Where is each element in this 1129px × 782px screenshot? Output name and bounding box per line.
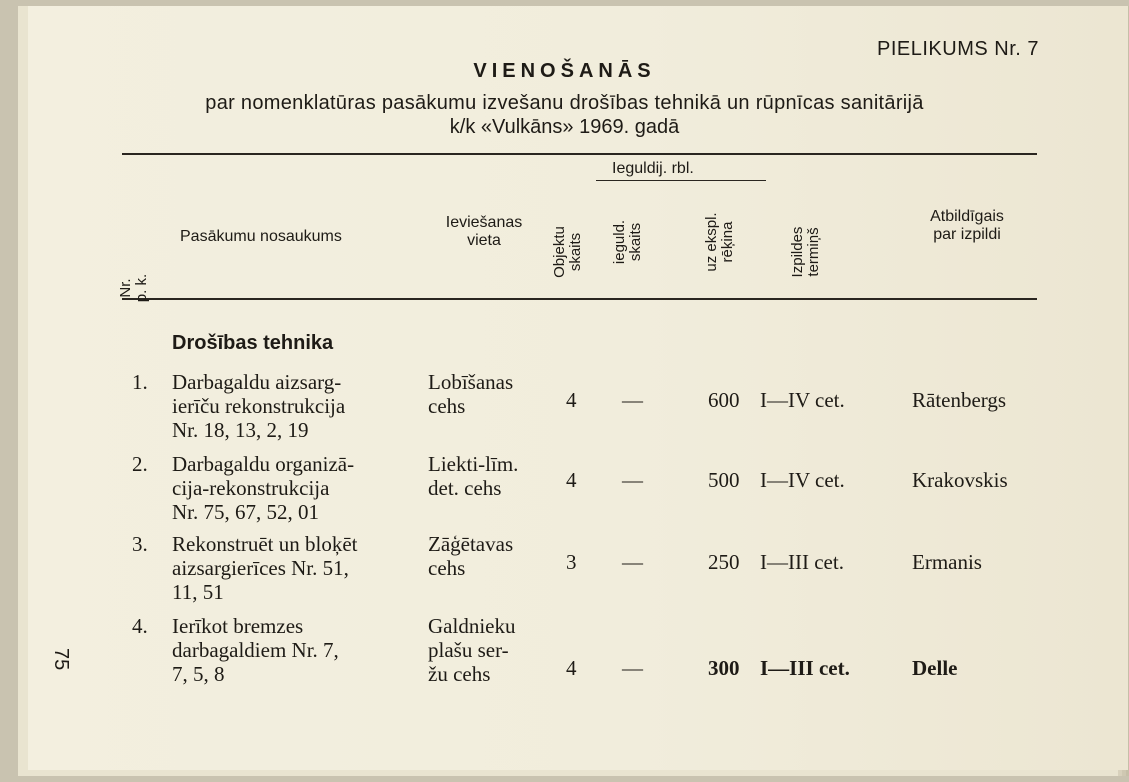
row-number: 3. [132, 532, 148, 556]
col-resp-header: Atbildīgais par izpildi [930, 208, 1004, 243]
row-place: Zāģētavas cehs [428, 532, 514, 580]
document-subtitle: par nomenklatūras pasākumu izvešanu drošības tehnikā un rūpnīcas sanitārijā [205, 92, 924, 114]
row-name: Darbagaldu organizā- cija-rekonstrukcija Nr. 75, 67, 52, 01 [172, 452, 355, 524]
appendix-label: PIELIKUMS Nr. 7 [877, 38, 1039, 60]
row-invest: — [622, 388, 643, 412]
row-objects: 4 [566, 468, 577, 492]
col-place-header: Ieviešanas vieta [445, 214, 523, 249]
row-expl: 300 [708, 656, 740, 680]
row-name: Ierīkot bremzes darbagaldiem Nr. 7, 7, 5, 8 [172, 614, 339, 686]
row-name: Rekonstruēt un bloķēt aizsargierīces Nr. 51, 11, 51 [172, 532, 358, 604]
col-name-header: Pasākumu nosaukums [180, 228, 342, 245]
row-invest: — [622, 550, 643, 574]
row-resp: Delle [912, 656, 958, 680]
invest-group-rule [596, 180, 766, 181]
table-header-rule [122, 298, 1037, 300]
row-term: I—III cet. [760, 550, 844, 574]
row-place: Lobīšanas cehs [428, 370, 514, 418]
row-invest: — [622, 656, 643, 680]
row-number: 4. [132, 614, 148, 638]
row-objects: 4 [566, 388, 577, 412]
row-name: Darbagaldu aizsarg- ierīču rekonstrukcija Nr. 18, 13, 2, 19 [172, 370, 346, 442]
row-objects: 3 [566, 550, 577, 574]
row-place: Galdnieku plašu ser- žu cehs [428, 614, 516, 686]
document-subtitle-year: k/k «Vulkāns» 1969. gadā [449, 116, 680, 138]
section-title: Drošības tehnika [172, 332, 334, 354]
row-number: 2. [132, 452, 148, 476]
col-invest-header: ieguld. skaits [611, 219, 644, 265]
row-term: I—III cet. [760, 656, 850, 680]
col-invest-group-header: Ieguldij. rbl. [612, 160, 694, 177]
document-title: VIENOŠANĀS [473, 60, 656, 82]
row-resp: Krakovskis [912, 468, 1008, 492]
table-top-rule [122, 153, 1037, 155]
row-expl: 250 [708, 550, 740, 574]
row-term: I—IV cet. [760, 468, 845, 492]
row-expl: 500 [708, 468, 740, 492]
row-term: I—IV cet. [760, 388, 845, 412]
col-objects-header: Objektu skaits [551, 226, 584, 278]
row-resp: Rātenbergs [912, 388, 1007, 412]
row-number: 1. [132, 370, 148, 394]
row-expl: 600 [708, 388, 740, 412]
row-objects: 4 [566, 656, 577, 680]
col-term-header: Izpildes termiņš [789, 226, 822, 278]
page-number: 75 [50, 648, 72, 671]
row-resp: Ermanis [912, 550, 982, 574]
row-invest: — [622, 468, 643, 492]
row-place: Liekti-līm. det. cehs [428, 452, 519, 500]
col-expl-header: uz ekspl. rēķina [703, 212, 736, 272]
col-nr-header: Nr. p. k. [117, 273, 150, 303]
